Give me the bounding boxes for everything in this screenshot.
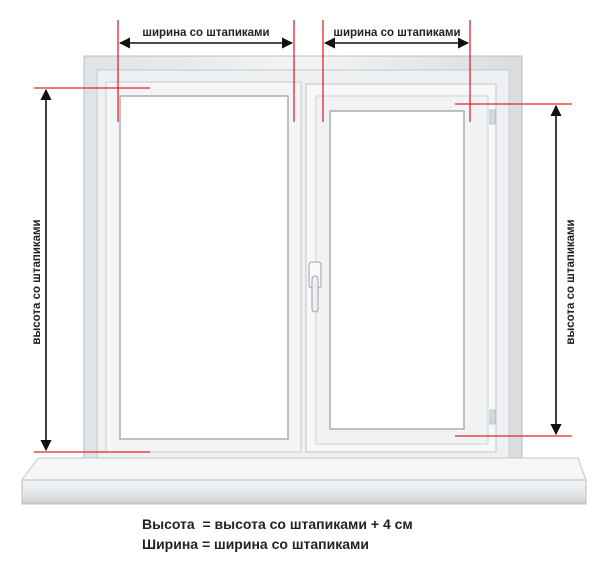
left-glass xyxy=(120,96,288,439)
width-label-right: ширина со штапиками xyxy=(333,27,461,39)
right-sash xyxy=(306,84,496,452)
height-label-left: высота со штапиками xyxy=(31,219,43,345)
right-glass xyxy=(330,111,464,429)
window-sill xyxy=(22,458,586,504)
left-sash xyxy=(106,82,301,452)
width-label-left: ширина со штапиками xyxy=(142,27,270,39)
width-formula: Ширина = ширина со штапиками xyxy=(142,536,369,552)
height-label-right: высота со штапиками xyxy=(565,219,577,345)
height-formula: Высота = высота со штапиками + 4 см xyxy=(142,516,413,532)
